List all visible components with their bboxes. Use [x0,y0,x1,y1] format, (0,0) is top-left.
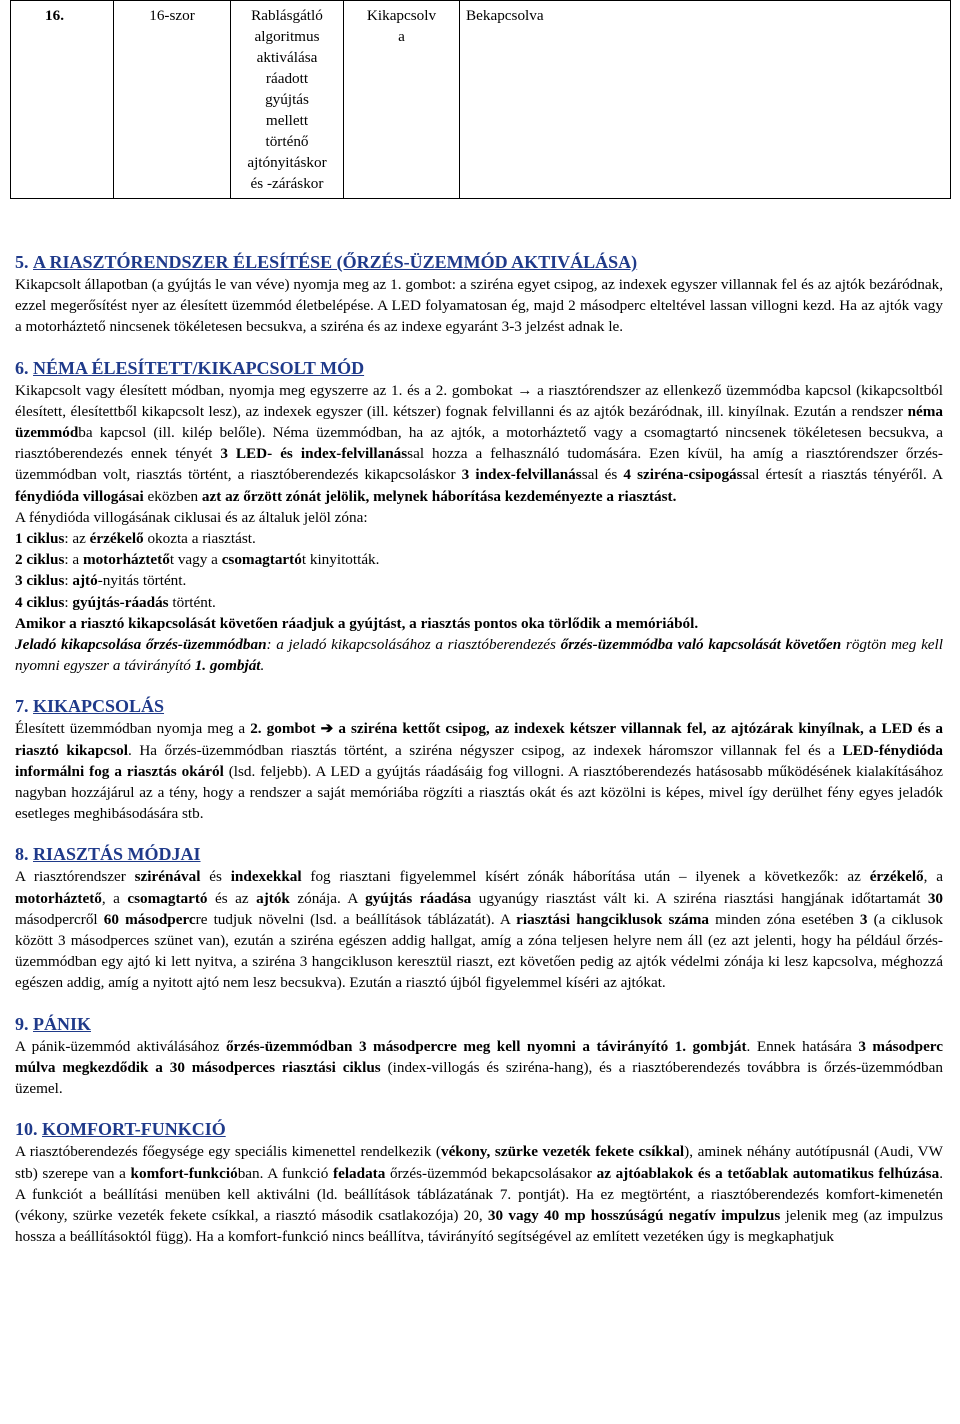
cell-line: ajtónyitáskor [247,154,327,171]
list-item [15,528,943,549]
text: : [64,593,73,611]
emphasis: fénydióda villogásai [15,487,144,505]
section-9 [15,1012,943,1100]
text: (a ciklusok között 3 másodperces szünet van), ezután a sziréna egészen addig hallgat, amíg a zóna teljesen helyre nem áll (ez azt jelenti, hogy ha például őrzés-üzemmódban egy ajtó ki lett nyitva, a sziréna 3 hangcikluson keresztül riaszt, ezt követően pedig az ajtók védelmi zónája ki lesz kapcsolva, méghozzá egészen addig, amíg a nyitott ajtó nem lesz becsukva). Ezután a riasztó újból figyelemmel kíséri az ajtókat. [15,910,944,992]
emphasis: 3 ciklus [15,572,65,590]
section-number: 10. [15,1119,38,1140]
paragraph [15,634,943,676]
cell-line: gyújtás [265,91,309,108]
section-6 [15,356,943,677]
text: fog riasztani figyelemmel kísért zónák háborítása után – ilyenek a következők: az [301,868,870,886]
text: ), aminek néhány autótípusnál (Audi, VW stb) szerepe van a [15,1143,943,1182]
section-number: 8. [15,844,29,865]
cell-line: aktiválása [256,49,318,66]
list-item [15,549,943,570]
text: Kikapcsolt vagy élesített módban, nyomja meg egyszerre az 1. és a 2. gombokat [15,381,518,399]
section-title: KIKAPCSOLÁS [33,696,165,717]
emphasis: 60 másodperc [103,910,196,928]
text: sal hozza a felhasználó tudomására. Ezen kívül, ha amíg a riasztórendszer őrzés-üzemmódban volt, riasztás történt, a riasztóberendezés kikapcsoláskor [15,445,943,484]
text: (index-villogás és sziréna-hang), és a riasztóberendezés továbbra is őrzés-üzemmódban üzemel. [15,1058,943,1098]
text: . Ha őrzés-üzemmódban riasztás történt, a sziréna négyszer csipog, az indexek háromszor villannak fel és a [128,741,843,759]
text: ugyanúgy riasztást vált ki. A sziréna riasztási hangjának időtartamát [471,889,928,907]
text: Élesített üzemmódban nyomja meg a [15,720,251,738]
section-title: A RIASZTÓRENDSZER ÉLESÍTÉSE (ŐRZÉS-ÜZEMMÓD AKTIVÁLÁSA) [33,252,638,272]
emphasis: csomagtartó [127,889,208,907]
paragraph [15,613,943,634]
emphasis: motorháztető [82,551,170,569]
cell-line: mellett [265,112,309,129]
emphasis: 3 LED- és index-felvillanás [220,445,408,463]
emphasis: őrzés-üzemmódba való kapcsolását követően [560,636,842,654]
text: rögtön meg kell nyomni egyszer a távirányító [15,636,943,675]
text: a riasztórendszer az ellenkező üzemmódba kapcsol (kikapcsoltból élesített, élesítettből kikapcsolt lesz), az indexek egyszer (ill. kétszer) fognak felvillanni és az ajtók bezáródnak, ill. kinyílnak. Ezután a rendszer [15,381,943,420]
paragraph: Kikapcsolt állapotban (a gyújtás le van véve) nyomja meg az 1. gombot: a sziréna egyet csipog, az indexek egyszer villannak fel és az ajtók bezáródnak, ezzel megerősítést nyer az élesített üzemmód életbelépése. A LED folyamatosan ég, majd 2 másodperc elteltével lassan villogni kezd. Ha az ajtók vagy a motorháztető nincsenek tökéletesen becsukva, a sziréna és az indexe egyaránt 3-3 jelzést adnak le. [15,276,943,336]
cell-line: Rablásgátló [251,7,323,24]
text: minden zóna esetében [708,910,860,928]
cell-line: algoritmus [254,28,320,45]
text: őrzés-üzemmód bekapcsolásakor [385,1164,597,1182]
emphasis: 3 [859,910,868,928]
text: . [260,657,265,675]
emphasis: 30 vagy 40 mp hosszúságú negatív impulzus [487,1206,781,1224]
text: (lsd. feljebb). A LED a gyújtás ráadásáig fog villogni. A riasztóberendezés hatásosabb működésének kialakításához nagyban hozzájárul az a tény, hogy a rendszer a saját memóriába rögzíti a riasztás okát és azt közölni is képes, mivel így derülhet fény egyes jeladók esetleges meghibásodására stb. [15,762,944,823]
text: . A funkciót a beállítási menüben kell aktiválni (ld. beállítások táblázatának 7. pontját). Ha ez megtörtént, a riasztóberendezés komfort-kimenetén (vékony, szürke vezeték fekete csíkkal, a riasztó második csatlakozója) 20, [15,1164,943,1224]
emphasis: néma üzemmód [15,402,943,442]
row-default [344,1,460,199]
text: : a jeladó kikapcsolásához a riasztóberendezés [266,636,561,654]
cell-line: és -záráskor [250,175,324,192]
section-number: 9. [15,1013,29,1034]
emphasis: gyújtás-ráadás [72,593,169,611]
emphasis: ajtó [72,572,98,590]
emphasis: 4 sziréna-csipogás [623,466,743,484]
emphasis: komfort-funkció [130,1164,238,1182]
text: és az [207,889,257,907]
cell-line: történő [265,133,309,150]
section-heading [15,1012,943,1036]
section-title: RIASZTÁS MÓDJAI [33,844,201,865]
list-item [15,592,943,613]
emphasis: 3 index-felvillanás [461,466,582,484]
emphasis: 3 másodperc múlva megkezdődik a 30 másodperces riasztási ciklus [15,1037,944,1076]
section-title: PÁNIK [33,1013,91,1034]
section-7 [15,694,943,824]
text: t kinyitották. [301,551,380,569]
paragraph: A fénydióda villogásának ciklusai és az általuk jelöl zóna: [15,508,368,526]
list-item [15,570,943,591]
row-option: Bekapcsolva [460,1,951,199]
emphasis: gyújtás ráadása [365,889,472,907]
emphasis: motorháztető [15,889,102,907]
section-title: NÉMA ÉLESÍTETT/KIKAPCSOLT MÓD [33,357,365,378]
emphasis: szirénával [134,868,201,886]
text: zónája. A [289,889,366,907]
emphasis: vékony, szürke vezeték fekete csíkkal [440,1143,685,1161]
emphasis: feladata [333,1164,386,1182]
text: történt. [168,593,216,611]
text: : a [64,551,83,569]
arrow-icon: ➔ [320,720,334,738]
text: : az [64,530,90,548]
emphasis: indexekkal [230,868,302,886]
paragraph [15,718,943,824]
text: A pánik-üzemmód aktiválásához [15,1037,226,1055]
text: t vagy a [169,551,222,569]
settings-table-row [10,0,951,199]
section-heading [15,250,943,274]
emphasis: az ajtóablakok és a tetőablak automatikus felhúzása [596,1164,940,1182]
emphasis: 4 ciklus [15,593,65,611]
text: , a [923,868,943,886]
section-5 [15,250,943,338]
text: sal és [581,466,624,484]
emphasis: 30 [927,889,943,907]
text: A riasztóberendezés főegysége egy speciális kimenettel rendelkezik ( [15,1143,441,1161]
emphasis: azt az őrzött zónát jelölik, melynek háborítása kezdeményezte a riasztást. [201,487,677,505]
document-body [15,250,943,1247]
text: . Ennek hatására [746,1037,859,1055]
emphasis: őrzés-üzemmódban 3 másodpercre meg kell nyomni a távirányító 1. gombját [225,1037,747,1055]
text: jelenik meg (az impulzus hossza a beállításoktól függ). Ha a komfort-funkció nincs beállítva, távirányító segítségével az említett vezetéken úgy is megkaphatjuk [15,1206,943,1246]
paragraph [15,380,943,507]
emphasis: LED-fénydióda informálni fog a riasztás okáról [15,741,943,780]
emphasis: ajtók [256,889,290,907]
text: , a [101,889,128,907]
paragraph [15,866,943,993]
text: A riasztórendszer [15,868,135,886]
cell-line: ráadott [265,70,309,87]
emphasis: Amikor a riasztó kikapcsolását követően ráadjuk a gyújtást, a riasztás pontos oka törlődik a memóriából. [15,614,699,632]
emphasis: 2. gombot [250,720,316,738]
cell-line: Kikapcsolv [366,7,437,24]
section-8 [15,842,943,993]
text: sal értesít a riasztás tényéről. A [742,466,943,484]
table-row [11,1,951,199]
text: eközben [143,487,202,505]
text: : [64,572,73,590]
arrow-icon: → [517,381,533,399]
emphasis: Jeladó kikapcsolása őrzés-üzemmódban [15,636,267,654]
emphasis: csomagtartó [221,551,302,569]
section-10 [15,1117,943,1247]
section-heading [15,1117,943,1141]
emphasis: érzékelő [89,530,144,548]
text: és [200,868,231,886]
emphasis: riasztási hangciklusok száma [516,910,709,928]
section-number: 6. [15,357,29,378]
paragraph [15,1141,943,1247]
section-heading [15,356,943,380]
cell-line: a [398,28,405,45]
emphasis: 2 ciklus [15,551,65,569]
row-value: 16-szor [114,1,231,199]
text: -nyitás történt. [97,572,187,590]
section-number: 5. [15,252,29,272]
paragraph [15,1036,943,1100]
row-function [231,1,344,199]
section-title: KOMFORT-FUNKCIÓ [42,1119,226,1140]
emphasis: a sziréna kettőt csipog, az indexek kétszer villannak fel, az ajtózárak kinyílnak, a LED és a riasztó kikapcsol [15,720,944,759]
emphasis: érzékelő [869,868,924,886]
text: ba kapcsol (ill. kilép belőle). Néma üzemmódban, ha az ajtók, a motorháztető vagy a csomagtartó nincsenek tökéletesen becsukva, a riasztóberendezés ennek tényét [15,424,943,463]
section-heading [15,842,943,866]
emphasis: 1. gombját [194,657,261,675]
section-heading [15,694,943,718]
emphasis: 1 ciklus [15,530,65,548]
text: ban. A funkció [237,1164,334,1182]
row-number: 16. [11,1,114,199]
text: okozta a riasztást. [143,530,256,548]
text: re tudjuk növelni (lsd. a beállítások táblázatát). A [195,910,517,928]
text: másodpercről [15,910,104,928]
section-number: 7. [15,696,29,717]
